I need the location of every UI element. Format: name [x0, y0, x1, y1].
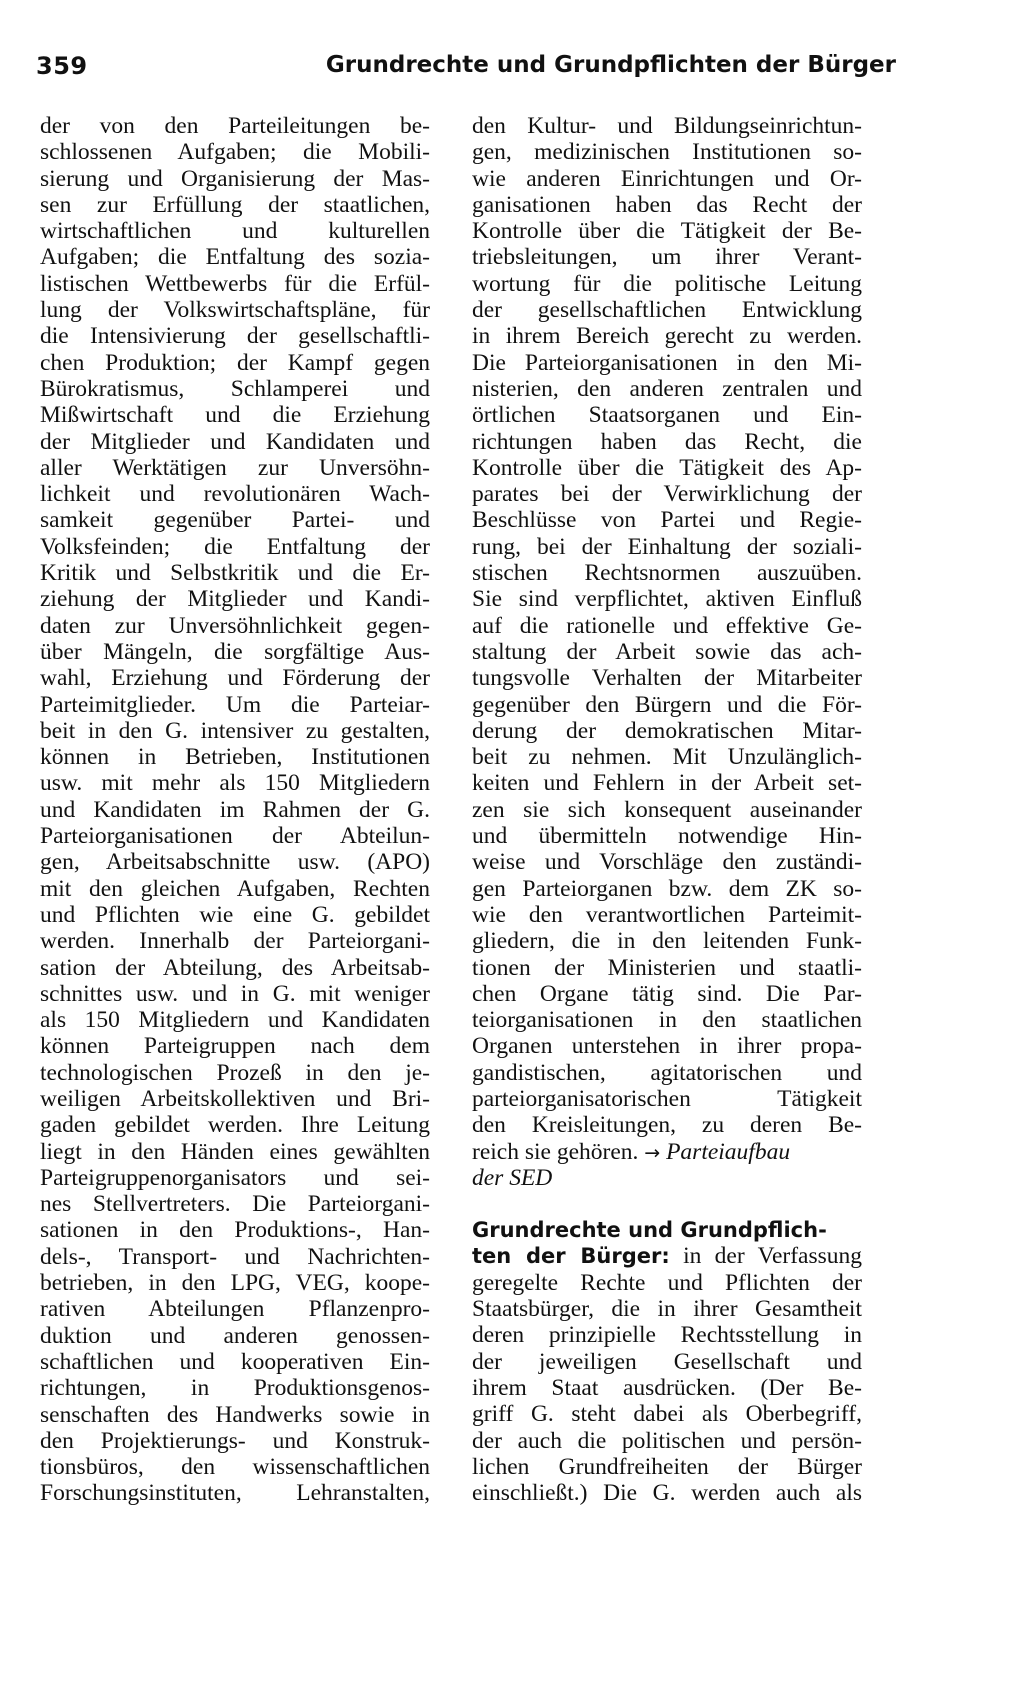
text-line: tungsvolle Verhalten der Mitarbeiter	[472, 665, 862, 692]
text-line: Die Parteiorganisationen in den Mi-	[472, 349, 862, 376]
text-line: Aufgaben; die Entfaltung des sozia-	[40, 244, 430, 271]
text-line-content: in der Verfassung	[683, 1243, 862, 1270]
text-line: gaden gebildet werden. Ihre Leitung	[40, 1112, 430, 1139]
text-line: ganisationen haben das Recht der	[472, 191, 862, 218]
text-line: Organen unterstehen in ihrer propa-	[472, 1033, 862, 1060]
text-line: Sie sind verpflichtet, aktiven Einfluß	[472, 586, 862, 613]
page-number: 359	[36, 52, 88, 80]
text-line: daten zur Unversöhnlichkeit gegen-	[40, 612, 430, 639]
text-line: liegt in den Händen eines gewählten	[40, 1138, 430, 1165]
text-line: weise und Vorschläge den zuständi-	[472, 849, 862, 876]
text-line: samkeit gegenüber Partei- und	[40, 507, 430, 534]
text-line: gandistischen, agitatorischen und	[472, 1059, 862, 1086]
entry-headword-line	[472, 1217, 862, 1243]
text-line: können Parteigruppen nach dem	[40, 1033, 430, 1060]
text-line: wirtschaftlichen und kulturellen	[40, 218, 430, 245]
text-line: rativen Abteilungen Pflanzenpro-	[40, 1296, 430, 1323]
text-line: nes Stellvertreters. Die Parteiorgani-	[40, 1191, 430, 1218]
text-line: Kontrolle über die Tätigkeit des Ap-	[472, 454, 862, 481]
text-line: duktion und anderen genossen-	[40, 1322, 430, 1349]
cross-reference-link-continued[interactable]: der SED	[472, 1164, 553, 1191]
text-line: beit zu nehmen. Mit Unzulänglich-	[472, 744, 862, 771]
text-line: listischen Wettbewerbs für die Erfül-	[40, 270, 430, 297]
text-line: usw. mit mehr als 150 Mitgliedern	[40, 770, 430, 797]
text-line: nisterien, den anderen zentralen und	[472, 375, 862, 402]
text-line: ihrem Staat ausdrücken. (Der Be-	[472, 1374, 862, 1401]
text-line: chen Produktion; der Kampf gegen	[40, 349, 430, 376]
text-line: wahl, Erziehung und Förderung der	[40, 665, 430, 692]
entry-headword-continued: ten der Bürger:	[472, 1244, 670, 1269]
text-line: gliedern, die in den leitenden Funk-	[472, 928, 862, 955]
text-line: aller Werktätigen zur Unversöhn-	[40, 454, 430, 481]
entry-spacer	[472, 1191, 862, 1217]
text-line: gen, medizinischen Institutionen so-	[472, 139, 862, 166]
text-line: lung der Volkswirtschaftspläne, für	[40, 297, 430, 324]
text-line: tionsbüros, den wissenschaftlichen	[40, 1454, 430, 1481]
text-line: der auch die politischen und persön-	[472, 1427, 862, 1454]
text-line: schaftlichen und kooperativen Ein-	[40, 1348, 430, 1375]
text-line: sation der Abteilung, des Arbeitsab-	[40, 954, 430, 981]
text-line	[472, 1165, 862, 1191]
text-line: wie den verantwortlichen Parteimit-	[472, 901, 862, 928]
text-line: schlossenen Aufgaben; die Mobili-	[40, 139, 430, 166]
text-line: mit den gleichen Aufgaben, Rechten	[40, 875, 430, 902]
text-line: Parteiorganisationen der Abteilun-	[40, 823, 430, 850]
text-line: sationen in den Produktions-, Han-	[40, 1217, 430, 1244]
entry-headword: Grundrechte und Grundpflich-	[472, 1218, 827, 1243]
text-line: Volksfeinden; die Entfaltung der	[40, 533, 430, 560]
text-line: beit in den G. intensiver zu gestalten,	[40, 717, 430, 744]
text-line: weiligen Arbeitskollektiven und Bri-	[40, 1085, 430, 1112]
text-line: Beschlüsse von Partei und Regie-	[472, 507, 862, 534]
text-line: den Projektierungs- und Konstruk-	[40, 1427, 430, 1454]
right-column-text	[472, 113, 862, 1139]
text-line: den Kreisleitungen, zu deren Be-	[472, 1112, 862, 1139]
text-line: können in Betrieben, Institutionen	[40, 744, 430, 771]
text-line: senschaften des Handwerks sowie in	[40, 1401, 430, 1428]
text-line: teiorganisationen in den staatlichen	[472, 1007, 862, 1034]
text-line: griff G. steht dabei als Oberbegriff,	[472, 1401, 862, 1428]
text-line: der gesellschaftlichen Entwicklung	[472, 297, 862, 324]
text-line: rung, bei der Einhaltung der soziali-	[472, 533, 862, 560]
text-line: stischen Rechtsnormen auszuüben.	[472, 560, 862, 587]
text-line: einschließt.) Die G. werden auch als	[472, 1480, 862, 1507]
entry-definition-text	[472, 1270, 862, 1507]
text-line: gegenüber den Bürgern und die För-	[472, 691, 862, 718]
cross-reference-arrow-icon: →	[644, 1141, 661, 1164]
text-line: Forschungsinstituten, Lehranstalten,	[40, 1480, 430, 1507]
text-line: und Kandidaten im Rahmen der G.	[40, 796, 430, 823]
text-line: lichen Grundfreiheiten der Bürger	[472, 1453, 862, 1480]
text-line: dels-, Transport- und Nachrichten-	[40, 1243, 430, 1270]
text-line: richtungen, in Produktionsgenos-	[40, 1375, 430, 1402]
text-line: triebsleitungen, um ihrer Verant-	[472, 244, 862, 271]
right-column	[472, 113, 862, 1506]
text-line: wortung für die politische Leitung	[472, 270, 862, 297]
text-line: und übermitteln notwendige Hin-	[472, 823, 862, 850]
text-line: als 150 Mitgliedern und Kandidaten	[40, 1007, 430, 1034]
text-line: lichkeit und revolutionären Wach-	[40, 481, 430, 508]
text-line: deren prinzipielle Rechtsstellung in	[472, 1322, 862, 1349]
running-head: Grundrechte und Grundpflichten der Bürger	[325, 52, 896, 78]
text-line: gen, Arbeitsabschnitte usw. (APO)	[40, 849, 430, 876]
text-line: die Intensivierung der gesellschaftli-	[40, 323, 430, 350]
text-line: keiten und Fehlern in der Arbeit set-	[472, 770, 862, 797]
text-line: den Kultur- und Bildungseinrichtun-	[472, 113, 862, 139]
text-line: betrieben, in den LPG, VEG, koope-	[40, 1270, 430, 1297]
text-line: ziehung der Mitglieder und Kandi-	[40, 586, 430, 613]
text-line: Mißwirtschaft und die Erziehung	[40, 402, 430, 429]
text-line: parates bei der Verwirklichung der	[472, 481, 862, 508]
text-line: Parteigruppenorganisators und sei-	[40, 1164, 430, 1191]
text-line: auf die rationelle und effektive Ge-	[472, 612, 862, 639]
text-line: tionen der Ministerien und staatli-	[472, 954, 862, 981]
text-line: staltung der Arbeit sowie das ach-	[472, 638, 862, 665]
left-column	[40, 113, 430, 1507]
text-line	[472, 1243, 862, 1269]
text-line: schnittes usw. und in G. mit weniger	[40, 980, 430, 1007]
cross-reference-link[interactable]: Parteiaufbau	[666, 1138, 791, 1165]
page-header	[36, 52, 896, 92]
text-line: richtungen haben das Recht, die	[472, 428, 862, 455]
text-line: örtlichen Staatsorganen und Ein-	[472, 402, 862, 429]
text-line: in ihrem Bereich gerecht zu werden.	[472, 323, 862, 350]
text-line: Bürokratismus, Schlamperei und	[40, 375, 430, 402]
text-line: geregelte Rechte und Pflichten der	[472, 1269, 862, 1296]
text-line: der Mitglieder und Kandidaten und	[40, 428, 430, 455]
text-line: wie anderen Einrichtungen und Or-	[472, 165, 862, 192]
text-line: Kritik und Selbstkritik und die Er-	[40, 560, 430, 587]
text-line: und Pflichten wie eine G. gebildet	[40, 901, 430, 928]
text-line: gen Parteiorganen bzw. dem ZK so-	[472, 875, 862, 902]
text-line: technologischen Prozeß in den je-	[40, 1059, 430, 1086]
text-line: parteiorganisatorischen Tätigkeit	[472, 1085, 862, 1112]
text-line: werden. Innerhalb der Parteiorgani-	[40, 928, 430, 955]
text-line: Kontrolle über die Tätigkeit der Be-	[472, 218, 862, 245]
text-line: der von den Parteileitungen be-	[40, 113, 430, 139]
text-line: Parteimitglieder. Um die Parteiar-	[40, 691, 430, 718]
text-line: sen zur Erfüllung der staatlichen,	[40, 191, 430, 218]
text-line: zen sie sich konsequent auseinander	[472, 796, 862, 823]
text-line: Staatsbürger, die in ihrer Gesamtheit	[472, 1296, 862, 1323]
text-line-content: reich sie gehören.	[472, 1138, 639, 1165]
text-line: sierung und Organisierung der Mas-	[40, 165, 430, 192]
text-line: der jeweiligen Gesellschaft und	[472, 1348, 862, 1375]
text-line: derung der demokratischen Mitar-	[472, 717, 862, 744]
text-line: über Mängeln, die sorgfältige Aus-	[40, 638, 430, 665]
text-line	[472, 1139, 862, 1165]
text-line: chen Organe tätig sind. Die Par-	[472, 980, 862, 1007]
